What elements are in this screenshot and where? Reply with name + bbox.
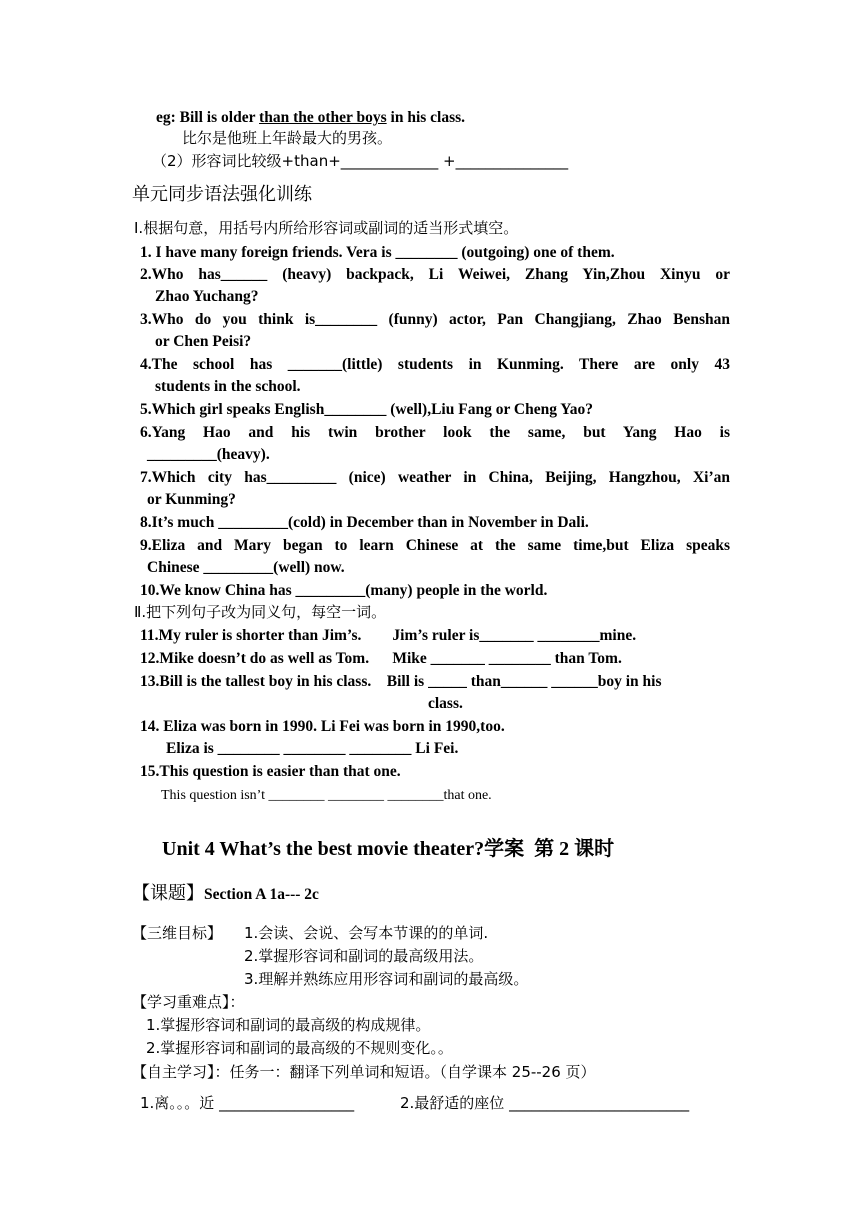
question-4-line1: 4.The school has _______(little) students in Kunming. There are only 43 [140, 356, 730, 373]
example-prefix: eg: Bill is older [156, 109, 260, 126]
part2-instruction: Ⅱ.把下列句子改为同义句，每空一词。 [134, 603, 387, 621]
question-14-line2: Eliza is ________ ________ ________ Li Fei. [166, 740, 459, 757]
goals-label: 【三维目标】 [132, 924, 223, 942]
question-9-line1: 9.Eliza and Mary began to learn Chinese at the same time,but Eliza speaks [140, 537, 730, 554]
question-2-line2: Zhao Yuchang? [155, 288, 259, 305]
question-12: 12.Mike doesn’t do as well as Tom. Mike _______ ________ than Tom. [140, 650, 622, 667]
question-10: 10.We know China has _________(many) people in the world. [140, 582, 548, 599]
topic-value: Section A 1a--- 2c [204, 886, 319, 903]
question-2-line1: 2.Who has______ (heavy) backpack, Li Weiwei, Zhang Yin,Zhou Xinyu or [140, 266, 730, 283]
question-13-line2: class. [428, 695, 463, 712]
lesson-title: Unit 4 What’s the best movie theater?学案 第 2 课时 [162, 838, 615, 860]
lesson-topic [132, 882, 319, 907]
question-3-line1: 3.Who do you think is________ (funny) actor, Pan Changjiang, Zhao Benshan [140, 311, 730, 328]
goal-3: 3.理解并熟练应用形容词和副词的最高级。 [244, 970, 529, 988]
example-translation: 比尔是他班上年龄最大的男孩。 [182, 129, 393, 147]
question-6-line2: _________(heavy). [147, 446, 270, 463]
goal-2: 2.掌握形容词和副词的最高级用法。 [244, 947, 484, 965]
question-7-line1: 7.Which city has_________ (nice) weather in China, Beijing, Hangzhou, Xi’an [140, 469, 730, 486]
key-point-2: 2.掌握形容词和副词的最高级的不规则变化。。 [146, 1039, 453, 1057]
question-11: 11.My ruler is shorter than Jim’s. Jim’s ruler is_______ ________mine. [140, 627, 637, 644]
question-14-line1: 14. Eliza was born in 1990. Li Fei was born in 1990,too. [140, 718, 505, 735]
self-study-task: 【自主学习】：任务一：翻译下列单词和短语。（自学课本 25--26 页） [132, 1063, 596, 1081]
example-suffix: in his class. [386, 109, 466, 126]
key-point-1: 1.掌握形容词和副词的最高级的构成规律。 [146, 1016, 431, 1034]
question-8: 8.It’s much _________(cold) in December than in November in Dali. [140, 514, 589, 531]
key-points-label: 【学习重难点】： [132, 993, 245, 1011]
comparative-rule: （2）形容词比较级+than+_____________ +_______________ [152, 152, 569, 170]
question-7-line2: or Kunming? [147, 491, 236, 508]
example-sentence [156, 108, 465, 128]
question-13-line1: 13.Bill is the tallest boy in his class. Bill is _____ than______ ______boy in his [140, 673, 662, 690]
question-4-line2: students in the school. [155, 378, 301, 395]
question-15-line2: This question isn’t ________ ________ ________that one. [161, 788, 492, 803]
example-underlined: than the other boys [259, 109, 387, 126]
question-15-line1: 15.This question is easier than that one. [140, 763, 401, 780]
question-6-line1: 6.Yang Hao and his twin brother look the same, but Yang Hao is [140, 424, 730, 441]
section-heading: 单元同步语法强化训练 [132, 184, 312, 205]
vocab-item-1: 1.离。。。近 __________________ [140, 1094, 355, 1112]
goal-1: 1.会读、会说、会写本节课的的单词. [244, 924, 489, 942]
question-3-line2: or Chen Peisi? [155, 333, 252, 350]
question-5: 5.Which girl speaks English________ (well),Liu Fang or Cheng Yao? [140, 401, 594, 418]
part1-instruction: Ⅰ.根据句意，用括号内所给形容词或副词的适当形式填空。 [134, 219, 519, 237]
question-1: 1. I have many foreign friends. Vera is ________ (outgoing) one of them. [140, 244, 615, 261]
topic-label: 【课题】 [132, 883, 204, 904]
question-9-line2: Chinese _________(well) now. [147, 559, 345, 576]
vocab-item-2: 2.最舒适的座位 ________________________ [400, 1094, 690, 1112]
